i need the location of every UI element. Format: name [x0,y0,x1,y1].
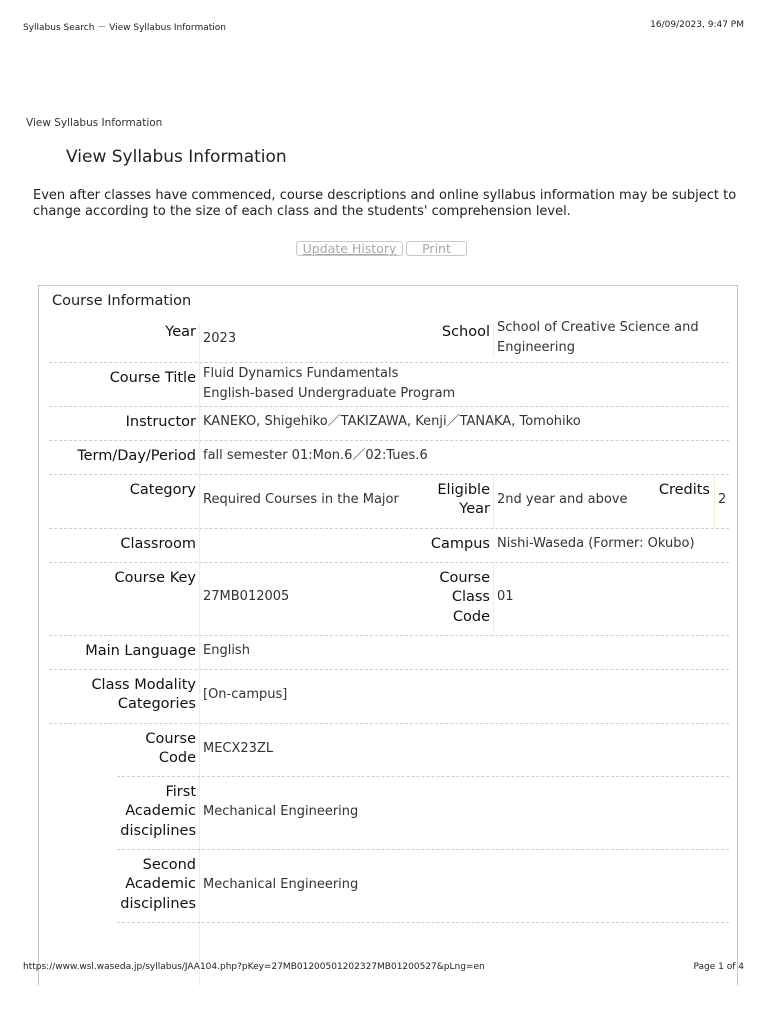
second-disc-label-3: disciplines [120,896,196,912]
year-value: 2023 [203,331,237,346]
course-code-label-2: Code [158,750,196,766]
print-header-datetime: 16/09/2023, 9:47 PM [650,20,744,30]
eligible-year-label-2: Year [459,501,490,517]
year-label: Year [165,324,196,340]
credits-value: 2 [718,492,727,507]
course-information-panel [38,285,738,985]
main-language-label: Main Language [85,643,196,659]
print-footer-url: https://www.wsl.waseda.jp/syllabus/JAA104.php?pKey=27MB01200501202327MB01200527&pLng=en [23,962,485,972]
category-value: Required Courses in the Major [203,492,399,507]
school-value-line2: Engineering [497,340,575,355]
eligible-year-label-1: Eligible [437,482,490,498]
eligible-year-value: 2nd year and above [497,492,628,507]
credits-label: Credits [658,482,710,498]
action-buttons [296,241,467,256]
second-disc-label-2: Academic [125,876,196,892]
course-code-value: MECX23ZL [203,741,274,756]
course-key-value: 27MB012005 [203,589,290,604]
school-label: School [441,324,490,340]
class-code-label-2: Class [451,589,490,605]
course-code-label-1: Course [145,731,196,747]
print-footer-page: Page 1 of 4 [693,962,744,972]
print-button[interactable]: Print [406,241,467,256]
first-disc-label-1: First [165,784,196,800]
class-code-label-3: Code [452,609,490,625]
campus-label: Campus [430,536,490,552]
breadcrumb[interactable]: View Syllabus Information [26,117,163,129]
term-label: Term/Day/Period [77,448,196,464]
page-title: View Syllabus Information [66,147,287,167]
course-key-label: Course Key [114,570,196,586]
term-value: fall semester 01:Mon.6／02:Tues.6 [203,448,428,463]
panel-title: Course Information [52,293,192,309]
modality-value: [On-campus] [203,687,288,702]
class-code-label-1: Course [439,570,490,586]
modality-label-2: Categories [117,696,196,712]
instructor-value: KANEKO, Shigehiko／TAKIZAWA, Kenji／TANAKA, Tomohiko [203,414,581,429]
second-disc-value: Mechanical Engineering [203,877,359,892]
first-disc-value: Mechanical Engineering [203,804,359,819]
first-disc-label-2: Academic [125,803,196,819]
class-code-value: 01 [497,589,514,604]
classroom-label: Classroom [120,536,196,552]
course-title-label: Course Title [109,370,196,386]
update-history-button[interactable]: Update History [296,241,403,256]
print-header-title: Syllabus Search － View Syllabus Information [23,23,227,33]
notice-text: Even after classes have commenced, course descriptions and online syllabus information may be subject to change according to the size of each class and the students' comprehension level. [33,188,737,219]
campus-value: Nishi-Waseda (Former: Okubo) [497,536,695,551]
category-label: Category [129,482,196,498]
second-disc-label-1: Second [142,857,196,873]
main-language-value: English [203,643,250,658]
instructor-label: Instructor [125,414,196,430]
course-title-line1: Fluid Dynamics Fundamentals [203,366,399,381]
school-value-line1: School of Creative Science and [497,320,699,335]
modality-label-1: Class Modality [91,677,196,693]
first-disc-label-3: disciplines [120,823,196,839]
course-title-line2: English-based Undergraduate Program [203,386,456,401]
